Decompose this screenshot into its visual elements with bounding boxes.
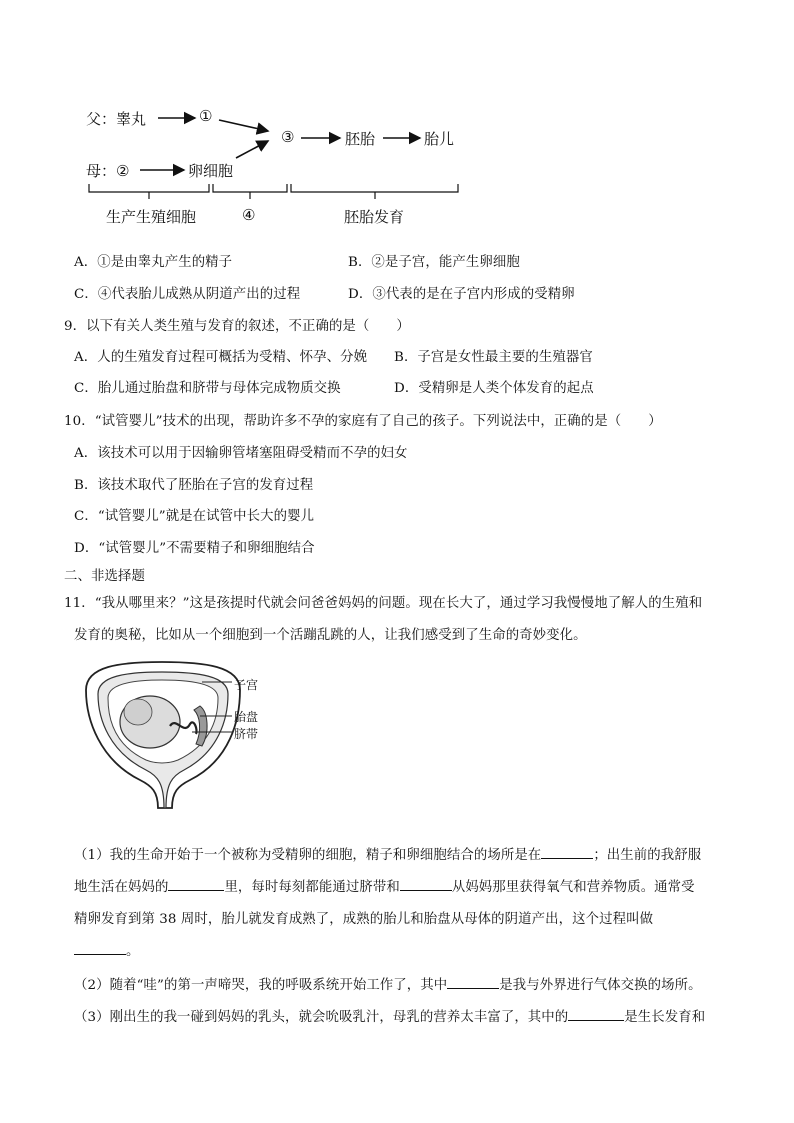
q9-option-a: A．人的生殖发育过程可概括为受精、怀孕、分娩 <box>74 350 368 365</box>
answer-blank-womb[interactable] <box>168 876 224 891</box>
q11-intro-line-2: 发育的奥秘，比如从一个细胞到一个活蹦乱跳的人，让我们感受到了生命的奇妙变化。 <box>74 628 587 643</box>
q11-p1-text-a: （1）我的生命开始于一个被称为受精卵的细胞，精子和卵细胞结合的场所是在 <box>74 848 542 863</box>
marker-1: ① <box>199 107 213 125</box>
q10-option-c: C．“试管婴儿”就是在试管中长大的婴儿 <box>74 509 315 524</box>
answer-blank-exchange-organ[interactable] <box>400 876 452 891</box>
q11-part1-line1 <box>74 844 701 863</box>
q9-option-d: D．受精卵是人类个体发育的起点 <box>394 381 594 396</box>
q11-part1-line4 <box>74 940 140 959</box>
q11-p1-text-c: 地生活在妈妈的 <box>74 880 169 895</box>
mother-label: 母：② <box>86 162 130 180</box>
section-heading: 二、非选择题 <box>64 569 145 584</box>
brace-label-embryo-development: 胚胎发育 <box>344 208 405 226</box>
brace-label-4: ④ <box>242 206 256 224</box>
q11-p1-text-e: 从妈妈那里获得氧气和营养物质。通常受 <box>451 880 695 895</box>
q11-p2-text-b: 是我与外界进行气体交换的场所。 <box>499 978 702 993</box>
q8-option-d: D．③代表的是在子宫内形成的受精卵 <box>348 287 575 302</box>
q11-p1-text-b: ；出生前的我舒服 <box>593 848 702 863</box>
q11-part1-line3: 精卵发育到第 38 周时，胎儿就发育成熟了，成熟的胎儿和胎盘从母体的阴道产出，这个过程叫做 <box>74 912 654 927</box>
label-uterus: 子宫 <box>234 678 259 692</box>
q11-p2-text-a: （2）随着“哇”的第一声啼哭，我的呼吸系统开始工作了，其中 <box>74 978 448 993</box>
q8-option-c: C．④代表胎儿成熟从阴道产出的过程 <box>74 287 301 302</box>
answer-blank-fertilization-site[interactable] <box>541 844 593 859</box>
egg-cell-label: 卵细胞 <box>188 162 234 180</box>
q10-option-d: D．“试管婴儿”不需要精子和卵细胞结合 <box>74 541 315 556</box>
brace-label-gamete-production: 生产生殖细胞 <box>106 208 197 226</box>
q8-option-a: A．①是由睾丸产生的精子 <box>74 255 233 270</box>
fetus-label: 胎儿 <box>424 130 455 148</box>
answer-blank-gas-exchange-organ[interactable] <box>447 974 499 989</box>
q11-part3 <box>74 1006 705 1025</box>
q10-option-b: B．该技术取代了胚胎在子宫的发育过程 <box>74 478 314 493</box>
q11-p1-text-d: 里，每时每刻都能通过脐带和 <box>224 880 400 895</box>
q11-p3-text-a: （3）刚出生的我一碰到妈妈的乳头，就会吮吸乳汁，母乳的营养太丰富了，其中的 <box>74 1010 569 1025</box>
q11-part2 <box>74 974 702 993</box>
father-testis-label: 父：睾丸 <box>86 110 147 128</box>
q11-p3-text-b: 是生长发育和 <box>624 1010 706 1025</box>
q8-option-b: B．②是子宫，能产生卵细胞 <box>348 255 520 270</box>
answer-blank-nutrient[interactable] <box>568 1006 624 1021</box>
embryo-label: 胚胎 <box>345 130 376 148</box>
q11-intro-line-1: 11．“我从哪里来？”这是孩提时代就会问爸爸妈妈的问题。现在长大了，通过学习我慢慢地了解人的生殖和 <box>64 596 703 611</box>
q10-stem: 10．“试管婴儿”技术的出现，帮助许多不孕的家庭有了自己的孩子。下列说法中，正确的是（ ） <box>64 414 662 429</box>
label-umbilical-cord: 脐带 <box>234 727 259 741</box>
q10-option-a: A．该技术可以用于因输卵管堵塞阻碍受精而不孕的妇女 <box>74 446 408 461</box>
q9-stem: 9．以下有关人类生殖与发育的叙述，不正确的是（ ） <box>64 319 410 334</box>
q11-p1-text-g: 。 <box>126 944 140 959</box>
q9-option-c: C．胎儿通过胎盘和脐带与母体完成物质交换 <box>74 381 341 396</box>
uterus-illustration <box>80 660 300 820</box>
diagram-arrows <box>0 0 794 240</box>
answer-blank-process-name[interactable] <box>74 940 126 955</box>
label-placenta: 胎盘 <box>234 710 259 724</box>
q11-part1-line2 <box>74 876 695 895</box>
marker-3: ③ <box>281 128 295 146</box>
q9-option-b: B．子宫是女性最主要的生殖器官 <box>394 350 593 365</box>
